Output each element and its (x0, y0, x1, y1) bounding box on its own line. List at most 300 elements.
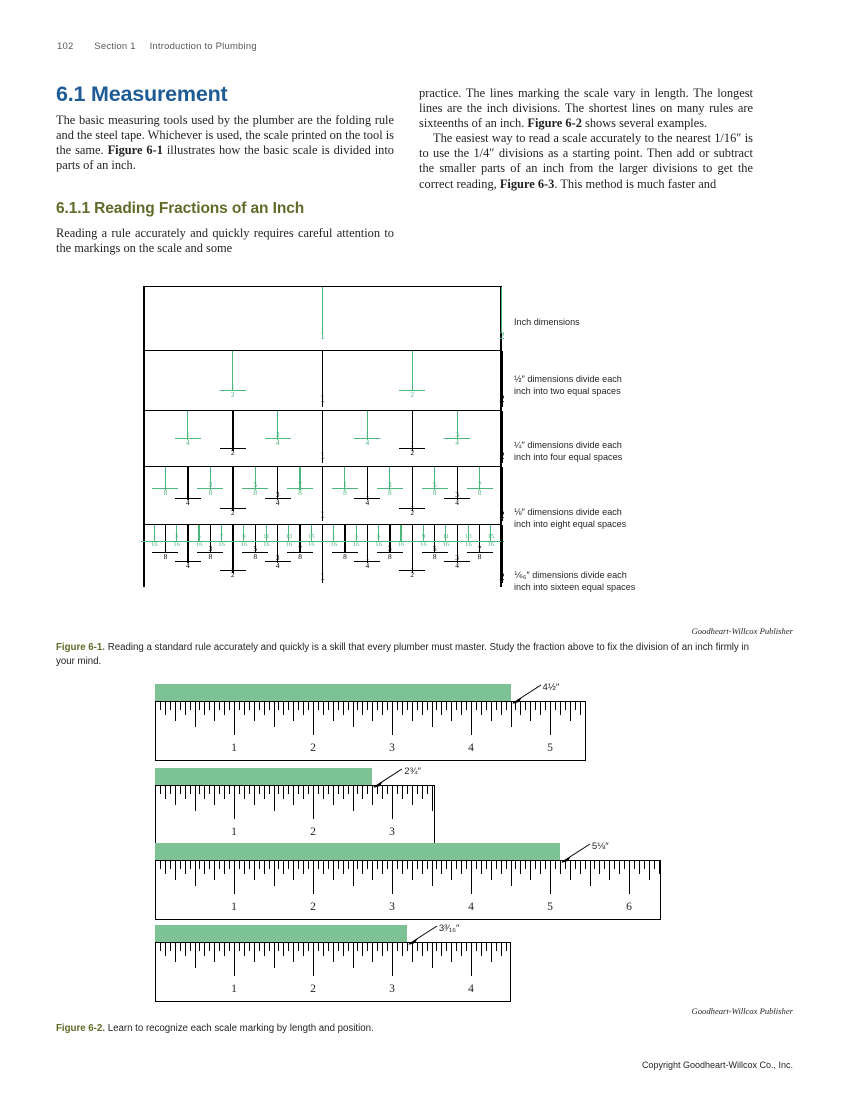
figure-6-2-inch-label: 2 (310, 825, 316, 838)
figure-6-1-note-line: ½″ dimensions divide each (514, 374, 622, 384)
figure-6-1-fraction-label: $\frac{1}{4}$ (354, 554, 380, 570)
figure-6-2-tick (353, 786, 354, 811)
figure-6-2-tick (367, 786, 368, 794)
figure-6-1-fraction-label: $\frac{3}{8}$ (377, 481, 403, 497)
figure-6-1-caption-text: Reading a standard rule accurately and quickly is a skill that every plumber must master. Study the fraction above to fix the division of an inch firmly in your mind. (56, 642, 750, 667)
figure-6-2-tick (269, 702, 270, 710)
figure-6-2-tick (654, 861, 655, 869)
figure-6-2-tick (481, 943, 482, 956)
figure-6-2-inch-label: 1 (231, 982, 237, 995)
figure-6-2-tick (357, 786, 358, 794)
figure-6-2-tick (323, 861, 324, 874)
figure-6-2-inch-label: 3 (389, 982, 395, 995)
figure-6-2-tick (348, 786, 349, 794)
figure-6-2-tick (293, 861, 294, 880)
figure-6-2-tick (269, 861, 270, 869)
figure-6-1-row-left-edge (143, 287, 145, 351)
figure-6-2-tick (204, 943, 205, 956)
body-left-paragraph-2 (56, 226, 394, 256)
figure-6-1-fraction-label: $\frac{11}{16}$ (253, 534, 279, 548)
figure-6-2-tick (362, 943, 363, 956)
figure-6-2-tick (387, 702, 388, 710)
figure-6-1-fraction-label: $\frac{1}{4}$ (354, 491, 380, 507)
figure-6-2-tick (362, 861, 363, 874)
figure-6-2-tick (160, 702, 161, 710)
figure-6-2-inch-label: 3 (389, 900, 395, 913)
figure-6-2-tick (283, 702, 284, 715)
figure-6-2-tick (229, 786, 230, 794)
figure-6-2-tick (274, 702, 275, 727)
figure-6-2-caption-number: Figure 6-2. (56, 1023, 105, 1034)
figure-6-2-tick (540, 861, 541, 874)
figure-6-1-fraction-label: $\frac{1}{16}$ (321, 534, 347, 548)
figure-6-2-tick (367, 861, 368, 869)
figure-6-2-tick (367, 702, 368, 710)
figure-6-2-tick (550, 861, 551, 894)
figure-6-2-tick (318, 943, 319, 951)
figure-6-1-inch-label: 1 (319, 394, 326, 405)
figure-6-2-tick (377, 861, 378, 869)
body-left-paragraph-1 (56, 113, 394, 173)
figure-6-2-tick (353, 943, 354, 968)
figure-6-1-fraction-label: $\frac{7}{8}$ (287, 481, 313, 497)
figure-6-2-tick (417, 702, 418, 710)
figure-6-2-tick (278, 702, 279, 710)
figure-6-2-tick (239, 702, 240, 710)
figure-6-2-measurement-bar (155, 843, 560, 860)
figure-6-2-ruler-2-3-4 (155, 768, 555, 851)
figure-6-2-tick (456, 861, 457, 869)
figure-6-1-fraction-label: $\frac{1}{2}$ (220, 441, 246, 457)
figure-6-2-tick (283, 943, 284, 956)
figure-6-2-tick (451, 861, 452, 880)
figure-6-2-tick (644, 861, 645, 869)
figure-6-2-tick (264, 943, 265, 956)
figure-6-2-tick (412, 861, 413, 880)
figure-6-2-tick (244, 861, 245, 874)
figure-6-2-callout-label: 2¾″ (404, 766, 421, 777)
figure-6-1-fraction-label: $\frac{1}{2}$ (220, 563, 246, 579)
figure-6-2-tick (160, 786, 161, 794)
figure-6-2-tick (219, 786, 220, 794)
figure-6-2-tick (185, 861, 186, 874)
figure-6-2-tick (209, 943, 210, 951)
figure-6-2-tick (372, 861, 373, 880)
figure-6-2-measurement-bar (155, 925, 407, 942)
body-right-column (419, 86, 753, 192)
figure-6-1-note-line: inch into eight equal spaces (514, 519, 627, 530)
figure-6-2-tick (446, 702, 447, 710)
figure-6-2-tick (229, 861, 230, 869)
figure-6-1-fraction-label: $\frac{3}{4}$ (444, 491, 470, 507)
figure-6-2-tick (180, 702, 181, 710)
figure-6-2-tick (170, 861, 171, 869)
figure-6-2-tick (175, 702, 176, 721)
figure-6-2-tick (195, 786, 196, 811)
figure-6-2-tick (501, 943, 502, 956)
figure-6-2-tick (308, 943, 309, 951)
figure-6-2-tick (481, 861, 482, 874)
figure-6-2-ruler-4-1-2 (155, 684, 706, 767)
figure-6-2-tick (180, 943, 181, 951)
figure-6-2-tick (481, 702, 482, 715)
figure-6-2-tick (288, 702, 289, 710)
figure-6-2-tick (244, 786, 245, 799)
figure-6-2-tick (214, 861, 215, 880)
figure-6-2-inch-label: 2 (310, 900, 316, 913)
figure-6-2-tick (441, 861, 442, 874)
figure-6-2-tick (357, 943, 358, 951)
figure-6-2-tick (259, 861, 260, 869)
figure-6-2-tick (303, 786, 304, 799)
figure-6-2-tick (234, 702, 235, 735)
figure-6-2-tick (338, 702, 339, 710)
figure-6-2-tick (190, 861, 191, 869)
figure-6-1-fraction-label: $\frac{3}{4}$ (444, 431, 470, 447)
figure-6-2-tick (328, 786, 329, 794)
figure-6-2-tick (288, 861, 289, 869)
figure-6-2-tick (461, 702, 462, 715)
figure-6-2-tick (190, 786, 191, 794)
figure-6-1-note-line: ⅛″ dimensions divide each (514, 507, 622, 517)
figure-6-2-tick (175, 943, 176, 962)
figure-6-2-tick (392, 861, 393, 894)
figure-6-2-tick (338, 861, 339, 869)
figure-6-2-tick (278, 786, 279, 794)
figure-6-1-credit: Goodheart-Willcox Publisher (691, 626, 793, 636)
figure-6-2-tick (264, 861, 265, 874)
figure-6-2-ruler-3-3-16 (155, 925, 631, 1008)
figure-6-1-fraction-label: $\frac{3}{8}$ (197, 481, 223, 497)
figure-6-1-inch-label: 2 (499, 510, 505, 521)
figure-6-2-tick (515, 861, 516, 869)
figure-6-1-fraction-label: $\frac{5}{8}$ (242, 545, 268, 561)
figure-6-2-callout-label: 4½″ (542, 682, 560, 693)
figure-6-1-fraction-label: $\frac{13}{16}$ (455, 534, 481, 548)
figure-6-1-fraction-label: $\frac{7}{16}$ (388, 534, 414, 548)
figure-6-2-inch-label: 4 (468, 900, 474, 913)
figure-6-2-tick (486, 943, 487, 951)
figure-6-2-inch-label: 1 (231, 741, 237, 754)
figure-6-1-fraction-label: $\frac{3}{4}$ (265, 491, 291, 507)
figure-6-2-tick (195, 702, 196, 727)
figure-6-2-inch-label: 5 (547, 741, 553, 754)
figure-6-2-tick (377, 702, 378, 710)
figure-6-2-tick (313, 943, 314, 976)
figure-6-2-inch-label: 2 (310, 982, 316, 995)
figure-6-2-tick (328, 943, 329, 951)
figure-6-2-tick (298, 943, 299, 951)
figure-6-2-tick (506, 861, 507, 869)
figure-6-1-fraction-label: $\frac{1}{2}$ (399, 383, 425, 399)
figure-6-1-caption (56, 641, 756, 668)
figure-6-2-inch-label: 1 (231, 900, 237, 913)
figure-6-2-tick (175, 786, 176, 805)
figure-6-2-tick (486, 861, 487, 869)
figure-6-1-tick-new (322, 287, 323, 333)
figure-6-2-tick (372, 943, 373, 962)
figure-6-2-tick (323, 702, 324, 715)
figure-6-2-tick (224, 943, 225, 956)
figure-6-2-tick (259, 702, 260, 710)
figure-6-2-tick (343, 786, 344, 799)
figure-6-1-fraction-label: $\frac{1}{2}$ (220, 383, 246, 399)
figure-6-1-fraction-label: $\frac{3}{4}$ (265, 554, 291, 570)
figure-6-2-tick (160, 943, 161, 951)
figure-6-2-tick (353, 702, 354, 727)
figure-6-2-tick (293, 943, 294, 962)
figure-6-2-tick (402, 861, 403, 874)
figure-6-2-tick (392, 943, 393, 976)
figure-6-2-tick (496, 861, 497, 869)
figure-6-2-tick (195, 861, 196, 886)
figure-6-2-tick (303, 861, 304, 874)
figure-6-1-inch-label: 2 (499, 451, 505, 462)
figure-6-2-tick (427, 702, 428, 710)
figure-6-2-tick (501, 861, 502, 874)
figure-6-2-tick (264, 702, 265, 715)
figure-6-2-tick (471, 861, 472, 894)
figure-6-2-inch-label: 6 (626, 900, 632, 913)
figure-6-2-tick (308, 786, 309, 794)
figure-6-2-tick (357, 861, 358, 869)
figure-6-2-tick (387, 861, 388, 869)
figure-6-1-fraction-label: $\frac{7}{8}$ (467, 481, 493, 497)
figure-6-2-tick (456, 702, 457, 710)
figure-6-2-tick (427, 861, 428, 869)
figure-6-1-note-line: inch into sixteen equal spaces (514, 582, 636, 593)
figure-6-2-tick (436, 861, 437, 869)
figure-6-2-tick (254, 943, 255, 962)
figure-6-2-tick (402, 943, 403, 956)
figure-6-1-fraction-label: $\frac{7}{16}$ (209, 534, 235, 548)
figure-6-2-tick (387, 943, 388, 951)
figure-6-2-tick (180, 861, 181, 869)
figure-6-2-tick (204, 786, 205, 799)
figure-6-2-tick (357, 702, 358, 710)
figure-6-2-credit: Goodheart-Willcox Publisher (691, 1006, 793, 1016)
figure-6-2-tick (293, 702, 294, 721)
figure-6-1-fraction-label: $\frac{9}{16}$ (231, 534, 257, 548)
figure-6-2-tick (269, 786, 270, 794)
figure-6-2-tick (214, 702, 215, 721)
subsection-title: 6.1.1 Reading Fractions of an Inch (56, 200, 305, 217)
figure-6-1-fraction-label: $\frac{5}{16}$ (366, 534, 392, 548)
figure-6-2-tick (160, 861, 161, 869)
figure-6-2-tick (234, 786, 235, 819)
figure-6-2-tick (382, 943, 383, 956)
figure-6-2-tick (471, 702, 472, 735)
figure-6-2-tick (199, 861, 200, 869)
figure-6-2-tick (219, 943, 220, 951)
figure-6-2-tick (209, 861, 210, 869)
figure-6-2-tick (328, 702, 329, 710)
figure-6-1-fraction-label: $\frac{5}{8}$ (422, 545, 448, 561)
figure-6-1-note-inch-row (514, 316, 774, 328)
figure-6-2-tick (190, 702, 191, 710)
figure-6-2-tick (486, 702, 487, 710)
figure-6-2-tick (254, 702, 255, 721)
figure-6-2-tick (264, 786, 265, 799)
figure-6-2-tick (274, 786, 275, 811)
figure-6-2-tick (199, 786, 200, 794)
figure-6-2-measurement-bar (155, 684, 511, 701)
figure-6-1-inch-label: 2 (499, 572, 505, 583)
right-p1-ref: Figure 6-2 (527, 116, 582, 131)
figure-6-2-tick (451, 702, 452, 721)
figure-6-2-tick (377, 943, 378, 951)
figure-6-2-tick (199, 943, 200, 951)
left-p1-ref: Figure 6-1 (107, 143, 163, 158)
figure-6-2-tick (422, 861, 423, 874)
figure-6-2-tick (214, 786, 215, 805)
figure-6-2-tick (649, 861, 650, 880)
figure-6-2-tick (501, 702, 502, 715)
figure-6-2-tick (303, 943, 304, 956)
figure-6-2-tick (545, 861, 546, 869)
figure-6-1-note-sixteenth-row (514, 569, 774, 594)
figure-6-2-tick (175, 861, 176, 880)
page-title: 6.1 Measurement (56, 82, 228, 106)
figure-6-2-tick (234, 861, 235, 894)
section-title: Introduction to Plumbing (149, 41, 257, 52)
figure-6-2-tick (407, 702, 408, 710)
figure-6-1-note-line: ¼″ dimensions divide each (514, 440, 622, 450)
figure-6-1-fraction-label: $\frac{1}{8}$ (332, 481, 358, 497)
figure-6-1-fraction-label: $\frac{1}{8}$ (152, 545, 178, 561)
figure-6-2-tick (530, 861, 531, 880)
figure-6-2-tick (214, 943, 215, 962)
figure-6-2-tick (249, 861, 250, 869)
figure-6-2-tick (397, 943, 398, 951)
figure-6-2-tick (333, 786, 334, 805)
figure-6-2-tick (382, 861, 383, 874)
figure-6-1-inch-label: 2 (499, 331, 505, 342)
figure-6-2-tick (520, 861, 521, 874)
figure-6-1-inch-label: 1 (319, 451, 326, 462)
figure-6-2-tick (308, 702, 309, 710)
figure-6-2-callout-label: 5⅛″ (591, 841, 609, 852)
figure-6-2-tick (209, 786, 210, 794)
figure-6-1-row-left-edge (143, 411, 145, 467)
figure-6-2-inch-label: 4 (468, 741, 474, 754)
figure-6-2-tick (496, 702, 497, 710)
figure-6-1-fraction-label: $\frac{15}{16}$ (298, 534, 324, 548)
figure-6-2-tick (313, 702, 314, 735)
figure-6-2-tick (249, 702, 250, 710)
figure-6-1-fraction-label: $\frac{1}{8}$ (152, 481, 178, 497)
figure-6-2-tick (476, 861, 477, 869)
right-p2-ref: Figure 6-3 (499, 176, 555, 191)
figure-6-1-fraction-label: $\frac{3}{16}$ (164, 534, 190, 548)
figure-6-2-tick (362, 702, 363, 715)
page-number: 102 (57, 41, 74, 52)
figure-6-2-tick (511, 861, 512, 886)
figure-6-1-fraction-label: $\frac{5}{8}$ (422, 481, 448, 497)
figure-6-1-fraction-label: $\frac{3}{4}$ (444, 554, 470, 570)
figure-6-1-inch-label: 1 (319, 572, 326, 583)
figure-6-2-tick (165, 943, 166, 956)
figure-6-1-fraction-label: $\frac{1}{8}$ (332, 545, 358, 561)
figure-6-2-tick (254, 786, 255, 805)
figure-6-1-note-quarter-row (514, 439, 774, 464)
figure-6-1-fraction-label: $\frac{5}{8}$ (242, 481, 268, 497)
figure-6-2-tick (234, 943, 235, 976)
figure-6-2-tick (170, 943, 171, 951)
figure-6-1-inch-label: 2 (499, 394, 505, 405)
figure-6-1-row-left-edge (143, 467, 145, 525)
figure-6-1-fraction-label: $\frac{1}{2}$ (220, 501, 246, 517)
figure-6-2-tick (185, 786, 186, 799)
figure-6-2-inch-label: 5 (547, 900, 553, 913)
figure-6-2-tick (446, 861, 447, 869)
copyright-notice: Copyright Goodheart-Willcox Co., Inc. (641, 1060, 793, 1070)
figure-6-2-tick (476, 702, 477, 710)
figure-6-2-tick (249, 786, 250, 794)
right-p1-a: practice. The lines marking the scale vary in length. The longest lines are the inch divisions. The shortest lines on many rules are sixteenths of an inch. (419, 86, 753, 131)
figure-6-2-tick (367, 943, 368, 951)
figure-6-1-row-left-edge (143, 351, 145, 411)
right-p2-b: . This method is much faster and (554, 176, 717, 191)
figure-6-2-tick (348, 861, 349, 869)
figure-6-2-tick (362, 786, 363, 799)
figure-6-2-tick (165, 861, 166, 874)
figure-6-2-tick (190, 943, 191, 951)
section-number: Section 1 (94, 41, 136, 52)
figure-6-2-tick (432, 702, 433, 727)
figure-6-2-tick (491, 702, 492, 721)
figure-6-2-tick (293, 786, 294, 805)
figure-6-2-tick (204, 702, 205, 715)
figure-6-1-fraction-label: $\frac{5}{16}$ (186, 534, 212, 548)
figure-6-1-row-eighth-row (143, 466, 505, 524)
figure-6-2-tick (417, 861, 418, 869)
figure-6-2-tick (303, 702, 304, 715)
figure-6-2-tick (466, 861, 467, 869)
figure-6-1-note-line: ⅙₆″ dimensions divide each (514, 570, 627, 580)
figure-6-1-caption-number: Figure 6-1. (56, 642, 105, 653)
figure-6-2-tick (170, 702, 171, 710)
figure-6-2-tick (274, 861, 275, 886)
figure-6-2-tick (239, 943, 240, 951)
figure-6-2-tick (639, 861, 640, 874)
figure-6-2-tick (219, 861, 220, 869)
figure-6-2-callout-label: 3³⁄₁₆″ (438, 923, 460, 934)
figure-6-2-tick (333, 702, 334, 721)
figure-6-1-fraction-label: $\frac{1}{4}$ (175, 431, 201, 447)
figure-6-1-note-eighth-row (514, 506, 774, 531)
figure-6-1-row-inch-row (143, 286, 505, 350)
figure-6-2-tick (283, 786, 284, 799)
figure-6-2-tick (525, 861, 526, 869)
figure-6-2-tick (278, 943, 279, 951)
figure-6-1-diagram (143, 286, 505, 613)
figure-6-2-tick (224, 702, 225, 715)
figure-6-2-tick (313, 786, 314, 819)
figure-6-2-tick (298, 861, 299, 869)
figure-6-2-tick (244, 943, 245, 956)
figure-6-2-tick (466, 702, 467, 710)
figure-6-2-tick (288, 786, 289, 794)
figure-6-2-tick (185, 943, 186, 956)
figure-6-2-tick (165, 786, 166, 799)
figure-6-1-fraction-label: $\frac{3}{8}$ (377, 545, 403, 561)
figure-6-2-tick (422, 702, 423, 715)
figure-6-2-tick (224, 861, 225, 874)
figure-6-1-row-half-row (143, 350, 505, 410)
figure-6-1-note-half-row (514, 373, 774, 398)
figure-6-2-tick (229, 702, 230, 710)
